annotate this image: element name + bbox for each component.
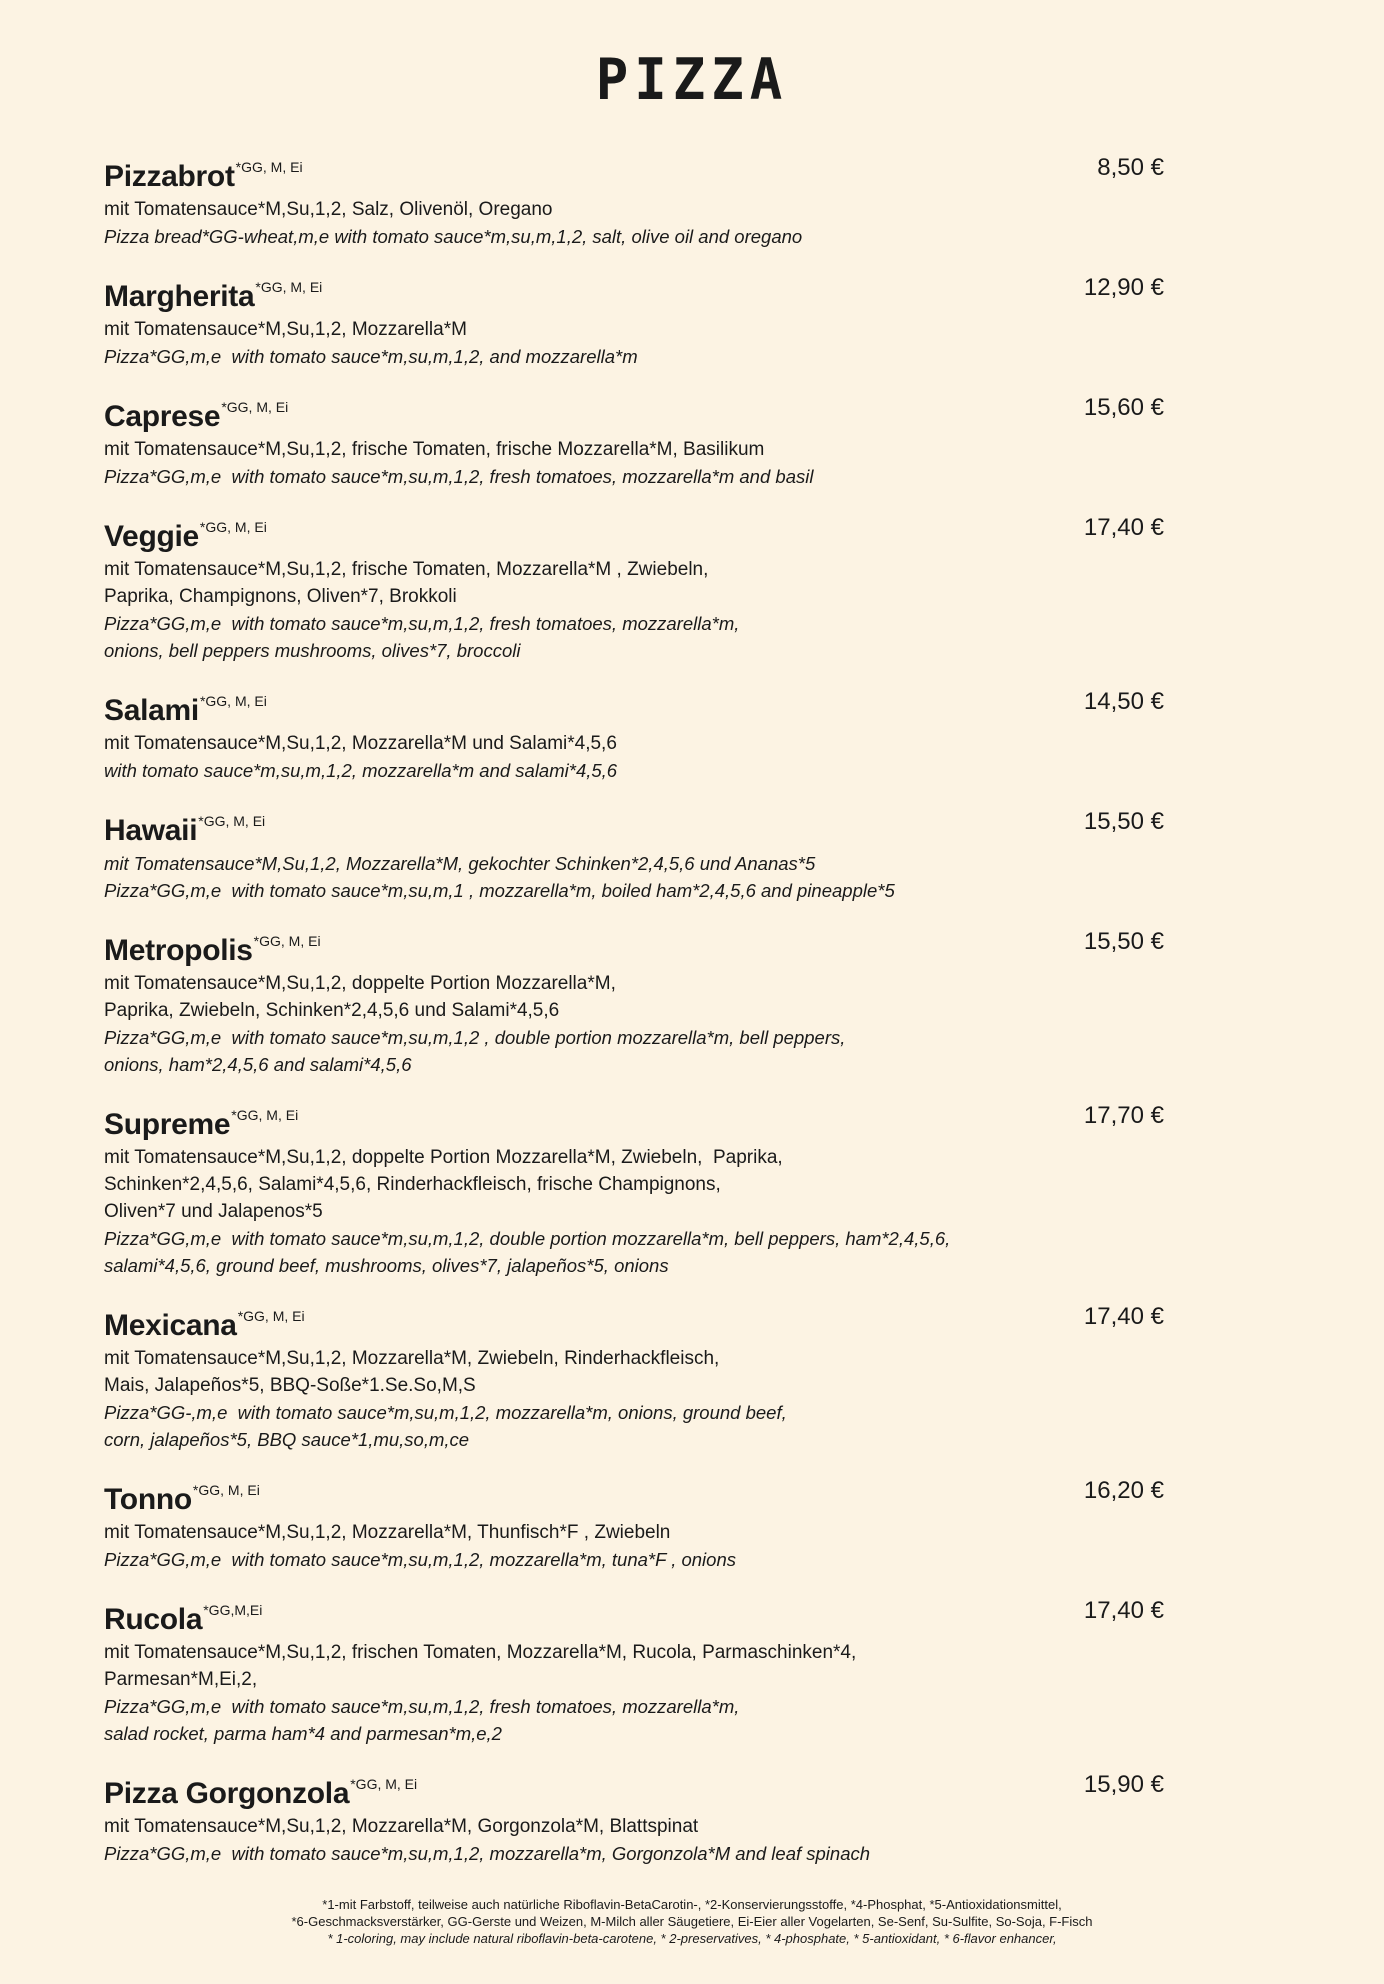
footnote-line: *1-mit Farbstoff, teilweise auch natürliche Riboflavin-BetaCarotin-, *2-Konservierungsstoffe, *4-Phosphat, *5-Antioxidationsmittel,: [322, 1897, 1062, 1912]
item-description-german: Paprika, Zwiebeln, Schinken*2,4,5,6 und Salami*4,5,6: [104, 1000, 560, 1021]
item-name: Salami: [104, 694, 199, 727]
item-name: Metropolis: [104, 934, 253, 967]
item-price: 15,60 €: [1083, 394, 1164, 421]
item-name: Margherita: [104, 280, 255, 313]
item-description-german: mit Tomatensauce*M,Su,1,2, Mozzarella*M, Gorgonzola*M, Blattspinat: [104, 1816, 699, 1837]
item-description-german: Oliven*7 und Jalapenos*5: [104, 1201, 323, 1222]
item-description-english: mit Tomatensauce*M,Su,1,2, Mozzarella*M, gekochter Schinken*2,4,5,6 und Ananas*5: [104, 853, 816, 874]
item-price: 16,20 €: [1083, 1477, 1164, 1504]
item-price: 15,90 €: [1083, 1771, 1164, 1798]
item-name: Pizza Gorgonzola: [104, 1777, 350, 1810]
item-heading: [104, 1471, 1164, 1519]
item-heading: [104, 148, 1164, 196]
item-description-german: mit Tomatensauce*M,Su,1,2, Mozzarella*M, Zwiebeln, Rinderhackfleisch,: [104, 1348, 720, 1369]
item-description-english: Pizza bread*GG-wheat,m,e with tomato sauce*m,su,m,1,2, salt, olive oil and oregano: [104, 226, 803, 247]
item-description-english: corn, jalapeños*5, BBQ sauce*1,mu,so,m,ce: [104, 1429, 470, 1450]
menu-item: [104, 148, 1164, 250]
item-allergens: *GG, M, Ei: [221, 399, 289, 415]
item-description-english: Pizza*GG,m,e with tomato sauce*m,su,m,1,2, mozzarella*m, Gorgonzola*M and leaf spinach: [104, 1843, 871, 1864]
item-description-german: Mais, Jalapeños*5, BBQ-Soße*1.Se.So,M,S: [104, 1375, 476, 1396]
item-description-english: salami*4,5,6, ground beef, mushrooms, olives*7, jalapeños*5, onions: [104, 1255, 669, 1276]
item-description-german: mit Tomatensauce*M,Su,1,2, Mozzarella*M, Thunfisch*F , Zwiebeln: [104, 1522, 671, 1543]
menu-list: [104, 148, 1164, 1885]
item-price: 14,50 €: [1083, 688, 1164, 715]
item-heading: [104, 922, 1164, 970]
page-title: PIZZA: [595, 46, 789, 113]
item-heading: [104, 802, 1164, 850]
item-description-german: mit Tomatensauce*M,Su,1,2, frische Tomaten, Mozzarella*M , Zwiebeln,: [104, 559, 709, 580]
menu-item: [104, 1471, 1164, 1573]
item-description-english: Pizza*GG,m,e with tomato sauce*m,su,m,1,2, fresh tomatoes, mozzarella*m and basil: [104, 466, 814, 487]
item-description-german: mit Tomatensauce*M,Su,1,2, doppelte Portion Mozzarella*M, Zwiebeln, Paprika,: [104, 1147, 783, 1168]
item-price: 15,50 €: [1083, 808, 1164, 835]
item-allergens: *GG, M, Ei: [253, 933, 321, 949]
item-allergens: *GG, M, Ei: [198, 813, 266, 829]
menu-item: [104, 802, 1164, 904]
item-allergens: *GG, M, Ei: [192, 1482, 260, 1498]
footnote-line: *6-Geschmacksverstärker, GG-Gerste und Weizen, M-Milch aller Säugetiere, Ei-Eier aller Vogelarten, Se-Senf, Su-Sulfite, So-Soja, F-Fisch: [291, 1914, 1093, 1929]
item-description-german: mit Tomatensauce*M,Su,1,2, frische Tomaten, frische Mozzarella*M, Basilikum: [104, 439, 765, 460]
footnote-line-english: * 1-coloring, may include natural riboflavin-beta-carotene, * 2-preservatives, * 4-phosphate, * 5-antioxidant, * 6-flavor enhancer,: [327, 1931, 1057, 1946]
item-heading: [104, 682, 1164, 730]
item-name: Hawaii: [104, 814, 198, 847]
item-price: 12,90 €: [1083, 274, 1164, 301]
item-description-english: Pizza*GG,m,e with tomato sauce*m,su,m,1,2, and mozzarella*m: [104, 346, 638, 367]
item-description-english: Pizza*GG,m,e with tomato sauce*m,su,m,1,2, double portion mozzarella*m, bell peppers, ham*2,4,5,6,: [104, 1228, 951, 1249]
item-heading: [104, 1591, 1164, 1639]
item-price: 17,40 €: [1083, 1303, 1164, 1330]
item-description-german: Parmesan*M,Ei,2,: [104, 1669, 258, 1690]
item-name: Rucola: [104, 1603, 203, 1636]
item-allergens: *GG, M, Ei: [235, 159, 303, 175]
item-allergens: *GG, M, Ei: [255, 279, 323, 295]
menu-item: [104, 1765, 1164, 1867]
menu-item: [104, 1591, 1164, 1747]
item-heading: [104, 508, 1164, 556]
item-description-german: Schinken*2,4,5,6, Salami*4,5,6, Rinderhackfleisch, frische Champignons,: [104, 1174, 721, 1195]
item-description-english: Pizza*GG,m,e with tomato sauce*m,su,m,1,2, fresh tomatoes, mozzarella*m,: [104, 613, 740, 634]
item-name: Tonno: [104, 1483, 192, 1516]
item-heading: [104, 1096, 1164, 1144]
item-allergens: *GG, M, Ei: [237, 1308, 305, 1324]
item-description-english: Pizza*GG,m,e with tomato sauce*m,su,m,1,2, mozzarella*m, tuna*F , onions: [104, 1549, 736, 1570]
item-description-german: mit Tomatensauce*M,Su,1,2, Mozzarella*M: [104, 319, 467, 340]
item-allergens: *GG, M, Ei: [231, 1107, 299, 1123]
item-description-english: onions, bell peppers mushrooms, olives*7, broccoli: [104, 640, 521, 661]
item-name: Veggie: [104, 520, 199, 553]
item-allergens: *GG, M, Ei: [350, 1776, 418, 1792]
item-description-german: mit Tomatensauce*M,Su,1,2, Mozzarella*M und Salami*4,5,6: [104, 733, 617, 754]
menu-item: [104, 268, 1164, 370]
menu-item: [104, 508, 1164, 664]
item-name: Supreme: [104, 1108, 231, 1141]
item-description-english: Pizza*GG,m,e with tomato sauce*m,su,m,1,2 , double portion mozzarella*m, bell peppers,: [104, 1027, 846, 1048]
item-name: Caprese: [104, 400, 221, 433]
item-description-german: Paprika, Champignons, Oliven*7, Brokkoli: [104, 586, 457, 607]
menu-item: [104, 922, 1164, 1078]
menu-item: [104, 682, 1164, 784]
menu-item: [104, 388, 1164, 490]
item-allergens: *GG,M,Ei: [203, 1602, 263, 1618]
item-price: 8,50 €: [1097, 154, 1164, 181]
item-price: 17,40 €: [1083, 514, 1164, 541]
item-name: Pizzabrot: [104, 160, 235, 193]
item-price: 17,40 €: [1083, 1597, 1164, 1624]
menu-item: [104, 1297, 1164, 1453]
item-description-english: Pizza*GG,m,e with tomato sauce*m,su,m,1,2, fresh tomatoes, mozzarella*m,: [104, 1696, 740, 1717]
item-description-english: Pizza*GG-,m,e with tomato sauce*m,su,m,1,2, mozzarella*m, onions, ground beef,: [104, 1402, 787, 1423]
item-description-english: Pizza*GG,m,e with tomato sauce*m,su,m,1 , mozzarella*m, boiled ham*2,4,5,6 and pineapple*5: [104, 880, 895, 901]
item-description-german: mit Tomatensauce*M,Su,1,2, Salz, Olivenöl, Oregano: [104, 199, 553, 220]
item-allergens: *GG, M, Ei: [199, 693, 267, 709]
allergen-footnote: [0, 1896, 1384, 1947]
item-heading: [104, 1297, 1164, 1345]
item-heading: [104, 268, 1164, 316]
item-price: 17,70 €: [1083, 1102, 1164, 1129]
item-heading: [104, 1765, 1164, 1813]
item-description-german: mit Tomatensauce*M,Su,1,2, frischen Tomaten, Mozzarella*M, Rucola, Parmaschinken*4,: [104, 1642, 857, 1663]
item-description-german: mit Tomatensauce*M,Su,1,2, doppelte Portion Mozzarella*M,: [104, 973, 616, 994]
item-description-english: with tomato sauce*m,su,m,1,2, mozzarella*m and salami*4,5,6: [104, 760, 618, 781]
item-price: 15,50 €: [1083, 928, 1164, 955]
item-name: Mexicana: [104, 1309, 237, 1342]
item-description-english: onions, ham*2,4,5,6 and salami*4,5,6: [104, 1054, 412, 1075]
item-heading: [104, 388, 1164, 436]
item-description-english: salad rocket, parma ham*4 and parmesan*m,e,2: [104, 1723, 502, 1744]
item-allergens: *GG, M, Ei: [199, 519, 267, 535]
menu-item: [104, 1096, 1164, 1279]
